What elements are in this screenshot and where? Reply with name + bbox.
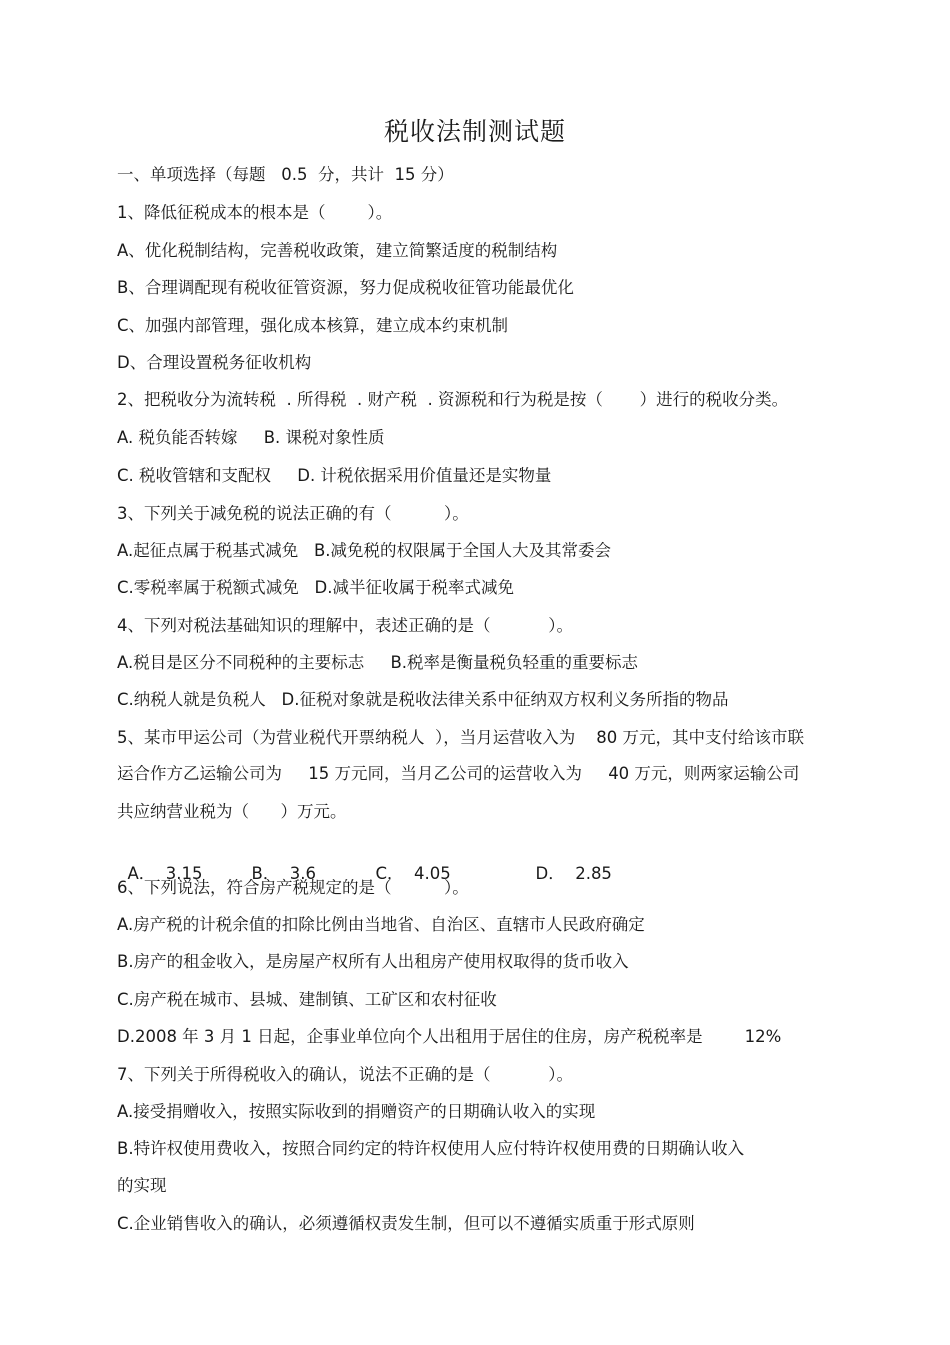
question-3: 3、下列关于减免税的说法正确的有（ ）。	[117, 504, 469, 523]
question-7-option-a: A.接受捐赠收入，按照实际收到的捐赠资产的日期确认收入的实现	[117, 1102, 596, 1121]
question-5-option-b: B． 3.6	[251, 864, 317, 883]
question-2-options-cd: C. 税收管辖和支配权 D. 计税依据采用价值量还是实物量	[117, 466, 552, 485]
question-5-line-1: 5、某市甲运公司（为营业税代开票纳税人 ），当月运营收入为 80 万元，其中支付给该市联	[117, 728, 804, 747]
question-6-option-b: B.房产的租金收入，是房屋产权所有人出租房产使用权取得的货币收入	[117, 952, 629, 971]
question-2: 2、把税收分为流转税 . 所得税 . 财产税 . 资源税和行为税是按（ ）进行的税收分类。	[117, 390, 789, 409]
question-7-option-b-continued: 的实现	[117, 1176, 167, 1195]
question-4-options-ab: A.税目是区分不同税种的主要标志 B.税率是衡量税负轻重的重要标志	[117, 653, 639, 672]
question-7-option-b: B.特许权使用费收入，按照合同约定的特许权使用人应付特许权使用费的日期确认收入	[117, 1139, 745, 1158]
question-5-option-a: A． 3.15	[127, 864, 203, 883]
section-heading: 一、单项选择（每题 0.5 分，共计 15 分）	[117, 165, 454, 184]
question-5-line-2: 运合作方乙运输公司为 15 万元同，当月乙公司的运营收入为 40 万元，则两家运输公司	[117, 764, 800, 783]
question-2-options-ab: A. 税负能否转嫁 B. 课税对象性质	[117, 428, 385, 447]
question-1: 1、降低征税成本的根本是（ ）。	[117, 203, 393, 222]
question-6-option-a: A.房产税的计税余值的扣除比例由当地省、自治区、直辖市人民政府确定	[117, 915, 645, 934]
document-title: 税收法制测试题	[383, 117, 566, 146]
question-7: 7、下列关于所得税收入的确认，说法不正确的是（ ）。	[117, 1065, 573, 1084]
question-1-option-d: D、合理设置税务征收机构	[117, 353, 312, 372]
question-7-option-c: C.企业销售收入的确认，必须遵循权责发生制，但可以不遵循实质重于形式原则	[117, 1214, 695, 1233]
question-6: 6、下列说法，符合房产税规定的是（ ）。	[117, 878, 469, 897]
question-3-options-cd: C.零税率属于税额式减免 D.减半征收属于税率式减免	[117, 578, 514, 597]
question-5-option-c: C． 4.05	[375, 864, 451, 883]
question-5-line-3: 共应纳营业税为（ ）万元。	[117, 802, 347, 821]
question-4: 4、下列对税法基础知识的理解中，表述正确的是（ ）。	[117, 616, 573, 635]
question-6-option-d: D.2008 年 3 月 1 日起，企事业单位向个人出租用于居住的住房，房产税税率是 12%	[117, 1027, 782, 1046]
question-3-options-ab: A.起征点属于税基式减免 B.减免税的权限属于全国人大及其常委会	[117, 541, 612, 560]
question-5-option-d: D． 2.85	[535, 864, 612, 883]
question-1-option-c: C、加强内部管理，强化成本核算，建立成本约束机制	[117, 316, 509, 335]
question-1-option-b: B、合理调配现有税收征管资源，努力促成税收征管功能最优化	[117, 278, 574, 297]
question-1-option-a: A、优化税制结构，完善税收政策，建立简繁适度的税制结构	[117, 241, 558, 260]
question-4-options-cd: C.纳税人就是负税人 D.征税对象就是税收法律关系中征纳双方权利义务所指的物品	[117, 690, 729, 709]
question-6-option-c: C.房产税在城市、县城、建制镇、工矿区和农村征收	[117, 990, 497, 1009]
